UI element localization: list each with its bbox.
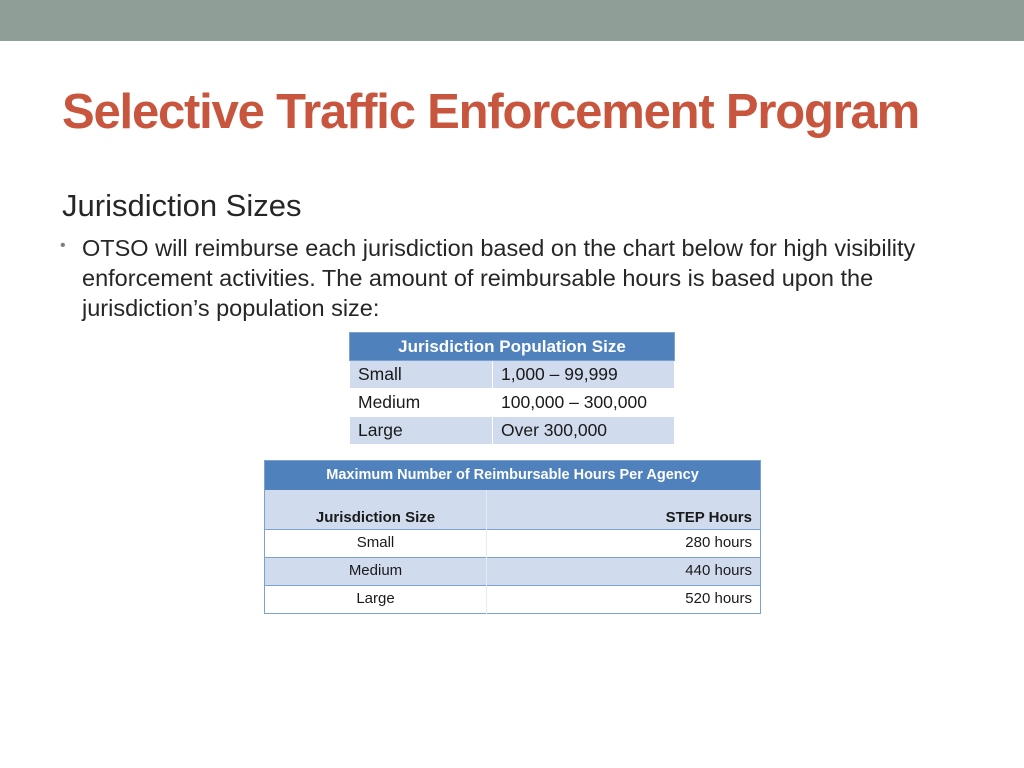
step-hours-column-header: STEP Hours xyxy=(487,490,761,530)
size-cell: Medium xyxy=(350,389,493,417)
hours-cell: 280 hours xyxy=(487,530,761,558)
hours-table-header: Maximum Number of Reimbursable Hours Per Agency xyxy=(265,461,761,490)
table-row xyxy=(350,417,675,445)
hours-cell: 440 hours xyxy=(487,558,761,586)
range-cell: 100,000 – 300,000 xyxy=(493,389,675,417)
jurisdiction-size-column-header: Jurisdiction Size xyxy=(265,490,487,530)
bullet-text: OTSO will reimburse each jurisdiction based on the chart below for high visibility enforcement activities. The amount of reimbursable hours is based upon the jurisdiction’s population size: xyxy=(82,235,916,321)
table-row xyxy=(265,530,761,558)
size-cell: Large xyxy=(265,586,487,614)
reimbursable-hours-table xyxy=(264,460,761,614)
range-cell: Over 300,000 xyxy=(493,417,675,445)
table-row xyxy=(350,389,675,417)
bullet-dot-icon: • xyxy=(60,237,66,254)
size-cell: Large xyxy=(350,417,493,445)
size-cell: Small xyxy=(265,530,487,558)
population-table-header: Jurisdiction Population Size xyxy=(350,333,675,361)
population-size-table xyxy=(349,332,675,445)
slide-title: Selective Traffic Enforcement Program xyxy=(62,85,919,139)
top-color-band xyxy=(0,0,1024,41)
table-row xyxy=(265,586,761,614)
range-cell: 1,000 – 99,999 xyxy=(493,361,675,389)
size-cell: Medium xyxy=(265,558,487,586)
size-cell: Small xyxy=(350,361,493,389)
table-row xyxy=(350,361,675,389)
section-subheading: Jurisdiction Sizes xyxy=(62,188,302,223)
hours-cell: 520 hours xyxy=(487,586,761,614)
table-row xyxy=(265,558,761,586)
